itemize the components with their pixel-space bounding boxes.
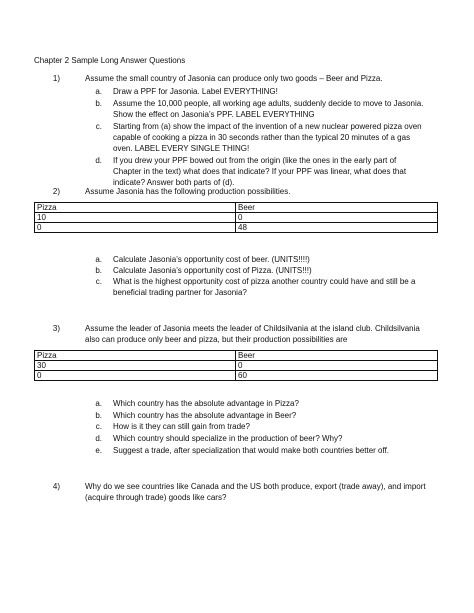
part-letter: b. xyxy=(95,266,102,275)
table-cell: 0 xyxy=(35,371,236,381)
part-letter: b. xyxy=(95,411,102,420)
table-row xyxy=(35,361,438,371)
part-text: indicate? Answer both parts of (d). xyxy=(113,178,235,187)
table-row xyxy=(35,371,438,381)
part-text: Draw a PPF for Jasonia. Label EVERYTHING! xyxy=(113,87,278,96)
part-text: Which country should specialize in the production of beer? Why? xyxy=(113,434,343,443)
production-table-childsilvania xyxy=(34,350,438,381)
table-cell: 0 xyxy=(35,223,236,233)
part-text: Which country has the absolute advantage in Beer? xyxy=(113,411,297,420)
question-text: also can produce only beer and pizza, but their production possibilities are xyxy=(85,335,348,344)
table-cell: 10 xyxy=(35,213,236,223)
part-text: Starting from (a) show the impact of the invention of a new nuclear powered pizza oven xyxy=(113,122,422,131)
table-header-row xyxy=(35,351,438,361)
table-cell: 48 xyxy=(236,223,438,233)
part-text: Show the effect on Jasonia’s PPF. LABEL EVERYTHING xyxy=(113,110,315,119)
table-header-cell: Pizza xyxy=(35,203,236,213)
question-text: Assume the leader of Jasonia meets the leader of Childsilvania at the island club. Childsilvania xyxy=(85,324,420,333)
question-number: 3) xyxy=(52,324,60,333)
part-letter: a. xyxy=(95,255,102,264)
question-text: Assume Jasonia has the following production possibilities. xyxy=(85,187,291,196)
part-text: oven. LABEL EVERY SINGLE THING! xyxy=(113,144,250,153)
question-text: Why do we see countries like Canada and the US both produce, export (trade away), and import xyxy=(85,482,426,491)
table-row xyxy=(35,223,438,233)
part-letter: d. xyxy=(95,434,102,443)
part-text: beneficial trading partner for Jasonia? xyxy=(113,288,247,297)
production-table-jasonia xyxy=(34,202,438,233)
table-header-cell: Pizza xyxy=(35,351,236,361)
question-number: 4) xyxy=(52,482,60,491)
part-text: Assume the 10,000 people, all working age adults, suddenly decide to move to Jasonia. xyxy=(113,99,424,108)
part-letter: c. xyxy=(95,122,102,131)
question-number: 2) xyxy=(52,187,60,196)
table-header-cell: Beer xyxy=(236,351,438,361)
table-row xyxy=(35,213,438,223)
part-letter: b. xyxy=(95,99,102,108)
part-letter: c. xyxy=(95,422,102,431)
part-text: Which country has the absolute advantage in Pizza? xyxy=(113,399,299,408)
part-text: What is the highest opportunity cost of pizza another country could have and still be a xyxy=(113,277,416,286)
table-cell: 60 xyxy=(236,371,438,381)
part-text: How is it they can still gain from trade? xyxy=(113,422,250,431)
table-header-cell: Beer xyxy=(236,203,438,213)
part-letter: c. xyxy=(95,277,102,286)
part-letter: e. xyxy=(95,446,102,455)
part-letter: a. xyxy=(95,399,102,408)
question-text: (acquire through trade) goods like cars? xyxy=(85,493,227,502)
question-number: 1) xyxy=(52,74,60,83)
part-text: Suggest a trade, after specialization that would make both countries better off. xyxy=(113,446,390,455)
table-cell: 0 xyxy=(236,361,438,371)
part-text: capable of cooking a pizza in 30 seconds rather than the typical 20 minutes of a gas xyxy=(113,133,411,142)
part-letter: d. xyxy=(95,156,102,165)
table-header-row xyxy=(35,203,438,213)
document-title: Chapter 2 Sample Long Answer Questions xyxy=(34,56,186,65)
part-text: If you drew your PPF bowed out from the origin (like the ones in the early part of xyxy=(113,156,397,165)
question-text: Assume the small country of Jasonia can produce only two goods – Beer and Pizza. xyxy=(85,74,383,83)
table-cell: 0 xyxy=(236,213,438,223)
part-text: Chapter in the text) what does that indicate? If your PPF was linear, what does that xyxy=(113,167,407,176)
part-text: Calculate Jasonia’s opportunity cost of beer. (UNITS!!!!) xyxy=(113,255,310,264)
table-cell: 30 xyxy=(35,361,236,371)
part-letter: a. xyxy=(95,87,102,96)
part-text: Calculate Jasonia’s opportunity cost of Pizza. (UNITS!!!) xyxy=(113,266,312,275)
